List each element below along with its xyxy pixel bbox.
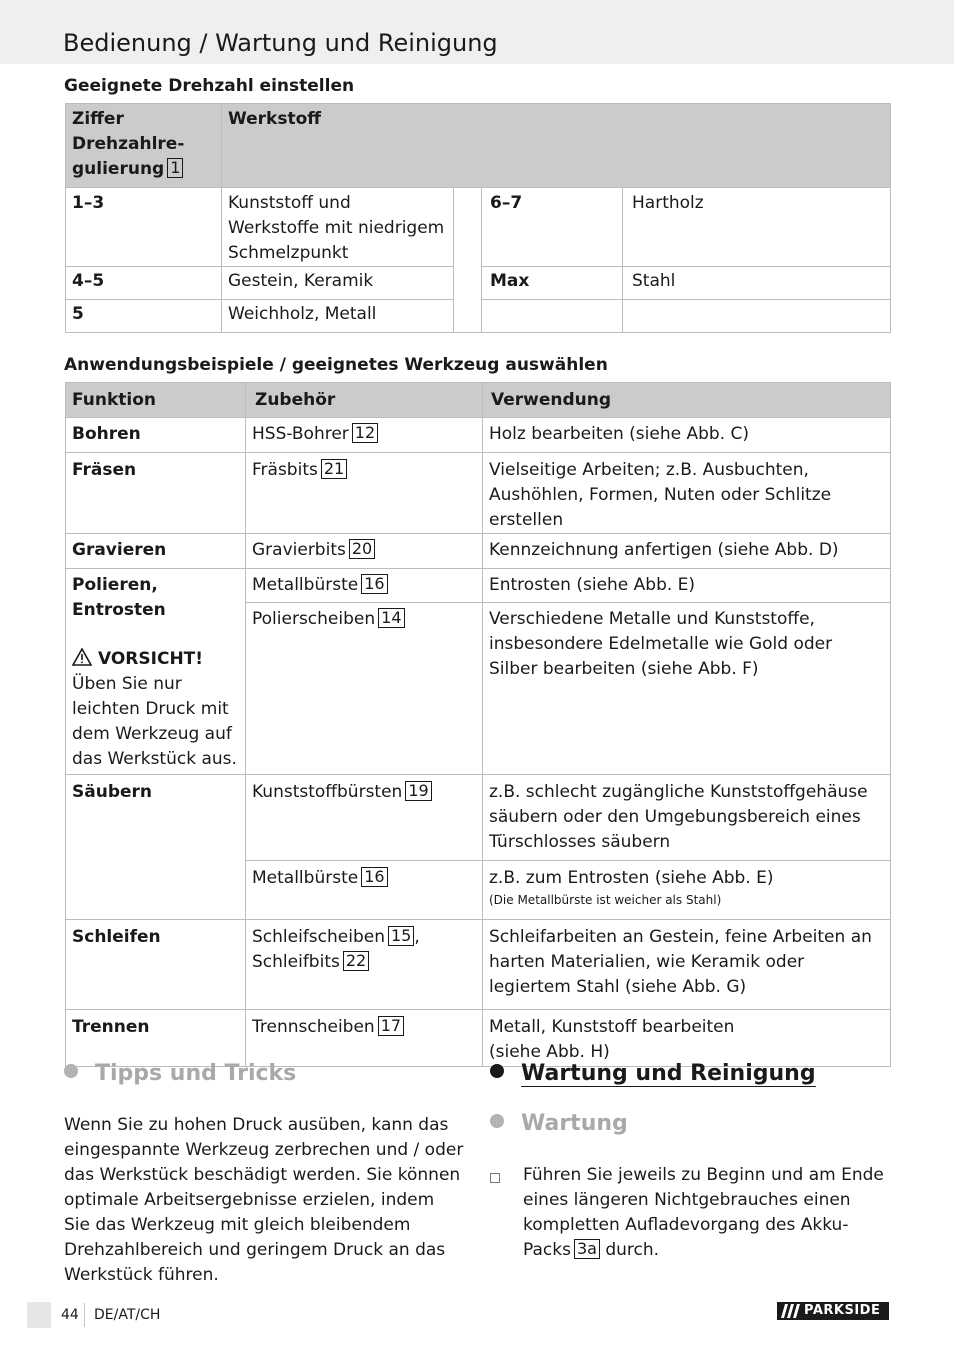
use-note: (Die Metallbürste ist weicher als Stahl) xyxy=(489,893,722,907)
usage-header-function: Funktion xyxy=(66,383,246,418)
bullet-dot-icon xyxy=(490,1064,504,1078)
speed-section-heading: Geeignete Drehzahl einstellen xyxy=(64,76,355,96)
tool-cell: Kunststoffbürsten 19 xyxy=(246,775,483,861)
use-cell: Entrosten (siehe Abb. E) xyxy=(483,569,891,603)
tips-text: Wenn Sie zu hohen Druck ausüben, kann das eingespannte Werkzeug zerbrechen und / oder das Werkstück beschädigt werden. Sie können optimale Arbeitsergebnisse erzielen, indem Sie das Werkzeug mit gleich bleibendem Drehzahlbereich und geringem Druck an das Werkstück führen. xyxy=(64,1115,464,1285)
function-cell: Säubern xyxy=(66,775,246,920)
table-row xyxy=(66,569,891,603)
speed-table xyxy=(65,103,891,333)
speed-material-cell: Stahl xyxy=(623,267,891,300)
use-cell: Kennzeichnung anfertigen (siehe Abb. D) xyxy=(483,534,891,569)
bullet-dot-icon xyxy=(64,1064,78,1078)
tool-cell: Metallbürste 16 xyxy=(246,861,483,920)
warning-text: Üben Sie nur leichten Druck mit dem Werkzeug auf das Werkstück aus. xyxy=(72,674,237,769)
speed-material-cell: Hartholz xyxy=(623,188,891,267)
ref-number: 17 xyxy=(378,1016,404,1036)
warning-heading: VORSICHT! xyxy=(72,647,239,672)
use-cell: Holz bearbeiten (siehe Abb. C) xyxy=(483,418,891,453)
use-cell: z.B. zum Entrosten (siehe Abb. E) (Die Metallbürste ist weicher als Stahl) xyxy=(483,861,891,920)
ref-number: 3a xyxy=(574,1239,600,1259)
use-cell: Schleifarbeiten an Gestein, feine Arbeiten an harten Materialien, wie Keramik oder legiertem Stahl (siehe Abb. G) xyxy=(483,920,891,1010)
speed-header-digit: Ziffer Drehzahlre- gulierung 1 xyxy=(66,104,222,188)
page-number: 44 xyxy=(61,1307,79,1323)
speed-header-material: Werkstoff xyxy=(222,104,891,188)
usage-table xyxy=(65,382,891,1067)
usage-section-heading: Anwendungsbeispiele / geeignetes Werkzeug auswählen xyxy=(64,355,608,375)
function-cell: Trennen xyxy=(66,1010,246,1067)
speed-empty-cell xyxy=(623,300,891,333)
footer-marker xyxy=(27,1302,51,1328)
use-cell: z.B. schlecht zugängliche Kunststoffgehäuse säubern oder den Umgebungsbereich eines Türschlosses säubern xyxy=(483,775,891,861)
speed-digit-cell: Max xyxy=(482,267,623,300)
function-cell: Schleifen xyxy=(66,920,246,1010)
ref-number: 14 xyxy=(378,608,404,628)
brand-logo: PARKSIDE xyxy=(777,1302,889,1320)
ref-number: 12 xyxy=(352,423,378,443)
page-title: Bedienung / Wartung und Reinigung xyxy=(63,29,498,57)
table-row xyxy=(66,1010,891,1067)
table-row xyxy=(66,534,891,569)
speed-material-cell: Kunststoff und Werkstoffe mit niedrigem Schmelzpunkt xyxy=(222,188,454,267)
ref-number: 1 xyxy=(167,158,183,178)
warning-triangle-icon xyxy=(72,648,92,666)
tool-cell: Fräsbits 21 xyxy=(246,453,483,534)
tips-heading: Tipps und Tricks xyxy=(64,1059,296,1089)
speed-digit-cell: 5 xyxy=(66,300,222,333)
function-cell: Fräsen xyxy=(66,453,246,534)
footer-divider xyxy=(84,1303,85,1327)
use-cell: Vielseitige Arbeiten; z.B. Ausbuchten, Aushöhlen, Formen, Nuten oder Schlitze erstellen xyxy=(483,453,891,534)
list-bullet-icon xyxy=(490,1173,500,1183)
maintenance-heading: Wartung und Reinigung xyxy=(490,1059,816,1089)
maintenance-item: Führen Sie jeweils zu Beginn und am Ende eines längeren Nichtgebrauches einen kompletten Aufladevorgang des Akku-Packs 3a durch. xyxy=(523,1165,884,1260)
usage-header-use: Verwendung xyxy=(483,383,891,418)
speed-empty-cell xyxy=(482,300,623,333)
table-row xyxy=(66,418,891,453)
use-cell: Metall, Kunststoff bearbeiten (siehe Abb. H) xyxy=(483,1010,891,1067)
tool-cell: Trennscheiben 17 xyxy=(246,1010,483,1067)
speed-digit-cell: 1–3 xyxy=(66,188,222,267)
ref-number: 19 xyxy=(405,781,431,801)
ref-number: 15 xyxy=(388,926,414,946)
tool-cell: Polierscheiben 14 xyxy=(246,603,483,775)
speed-digit-cell: 6–7 xyxy=(482,188,623,267)
speed-digit-cell: 4–5 xyxy=(66,267,222,300)
use-cell: Verschiedene Metalle und Kunststoffe, insbesondere Edelmetalle wie Gold oder Silber bearbeiten (siehe Abb. F) xyxy=(483,603,891,775)
tool-cell: Schleifscheiben 15 , Schleifbits 22 xyxy=(246,920,483,1010)
brand-stripes-icon xyxy=(781,1304,801,1318)
ref-number: 20 xyxy=(349,539,375,559)
ref-number: 16 xyxy=(361,574,387,594)
ref-number: 16 xyxy=(361,867,387,887)
table-row xyxy=(66,453,891,534)
table-row xyxy=(66,920,891,1010)
tool-cell: Gravierbits 20 xyxy=(246,534,483,569)
tool-cell: Metallbürste 16 xyxy=(246,569,483,603)
function-cell: Polieren, Entrosten VORSICHT! Üben Sie nur leichten Druck mit dem Werkzeug auf das Werkstück aus. xyxy=(66,569,246,775)
speed-material-cell: Weichholz, Metall xyxy=(222,300,454,333)
bullet-dot-icon xyxy=(490,1114,504,1128)
function-cell: Bohren xyxy=(66,418,246,453)
ref-number: 21 xyxy=(321,459,347,479)
footer-region: DE/AT/CH xyxy=(94,1307,161,1323)
table-row xyxy=(66,775,891,861)
speed-material-cell: Gestein, Keramik xyxy=(222,267,454,300)
speed-gap-cell xyxy=(454,188,482,333)
function-cell: Gravieren xyxy=(66,534,246,569)
wartung-subheading: Wartung xyxy=(490,1109,628,1139)
ref-number: 22 xyxy=(343,951,369,971)
tool-cell: HSS-Bohrer 12 xyxy=(246,418,483,453)
usage-header-tool: Zubehör xyxy=(246,383,483,418)
